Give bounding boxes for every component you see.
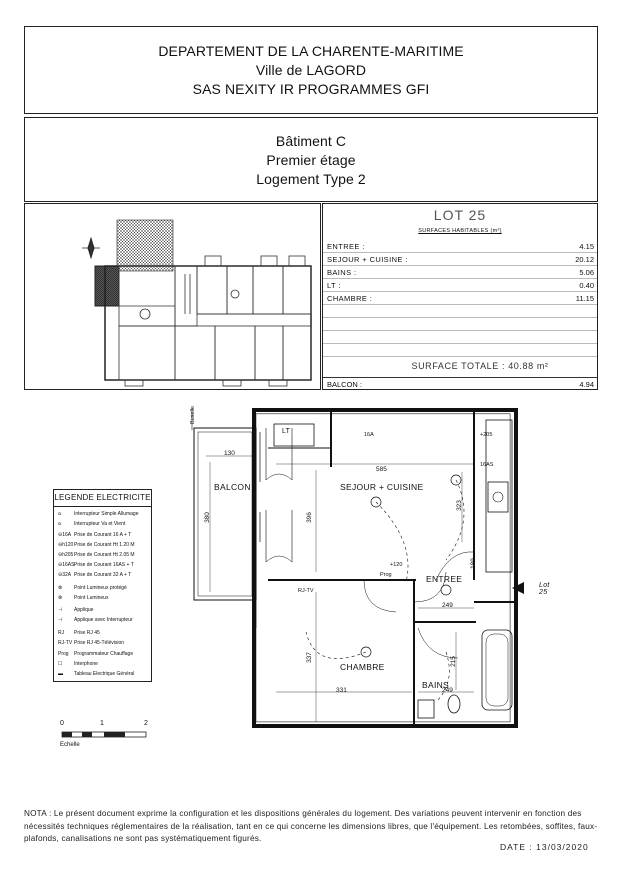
- outlet-16as: 16AS: [480, 462, 494, 468]
- bouette-label: Buselle: [190, 405, 197, 425]
- compass-icon: [82, 238, 100, 258]
- legend-text: Point Lumineux: [74, 595, 109, 601]
- legend-symbol: ⊗: [58, 585, 63, 591]
- legend-symbol: ⊣: [58, 607, 63, 613]
- building-box: [24, 117, 598, 202]
- legend-title: LEGENDE ELECTRICITE: [54, 490, 151, 507]
- building-floor: Premier étage: [266, 152, 356, 168]
- dim-380: 380: [203, 512, 211, 523]
- surface-room: BAINS :: [327, 268, 357, 277]
- dim-189: 189: [469, 558, 477, 569]
- scale-two: 2: [144, 720, 148, 727]
- legend-text: Prise RJ 45: [74, 630, 100, 636]
- legend-symbol: RJ: [58, 630, 65, 636]
- legend-item: [58, 671, 134, 677]
- legend-item: [58, 607, 93, 613]
- legend-item: [58, 617, 133, 623]
- legend-symbol: ⊗: [58, 595, 63, 601]
- legend-item: [58, 640, 124, 646]
- scale-bar: [58, 720, 158, 752]
- balcony-label: BALCON :: [327, 380, 363, 389]
- scale-label: Echelle: [60, 742, 80, 748]
- electric-legend: [53, 489, 152, 682]
- room-sejour: SEJOUR + CUISINE: [340, 482, 424, 492]
- legend-symbol: ⊖32A: [58, 572, 72, 578]
- legend-text: Programmateur Chauffage: [74, 651, 134, 657]
- legend-item: [58, 630, 100, 636]
- balcony-value: 4.94: [579, 380, 594, 389]
- dim-249-entree: 249: [442, 602, 453, 609]
- surface-total-label: SURFACE TOTALE :: [411, 361, 506, 371]
- legend-text: Applique: [74, 607, 94, 613]
- legend-item: [58, 542, 135, 548]
- lot-subtitle: SURFACES HABITABLES (m²): [418, 228, 502, 234]
- legend-text: Interphone: [74, 661, 98, 667]
- surface-value: 4.15: [579, 242, 594, 251]
- legend-symbol: ᴑ: [58, 511, 62, 517]
- balcony-row: [323, 377, 597, 391]
- surface-row: [323, 291, 597, 305]
- legend-text: Prise de Courant Ht 2.05 M: [74, 552, 135, 558]
- legend-item: [58, 521, 125, 527]
- header-developer: SAS NEXITY IR PROGRAMMES GFI: [192, 81, 430, 97]
- legend-symbol: Prog: [58, 651, 69, 657]
- outlet-205: +205: [480, 432, 493, 438]
- room-chambre: CHAMBRE: [340, 662, 385, 672]
- legend-item: [58, 511, 138, 517]
- legend-item: [58, 585, 127, 591]
- outlet-rjtv: RJ-TV: [298, 588, 314, 594]
- surface-value: 5.06: [579, 268, 594, 277]
- room-balcon: BALCON: [214, 482, 251, 492]
- outlet-prog: Prog: [380, 572, 392, 578]
- room-lt: LT: [282, 428, 291, 435]
- site-plan-drawing: [25, 204, 322, 391]
- room-bains: BAINS: [422, 680, 450, 690]
- legend-symbol: ⊖h120: [58, 542, 74, 548]
- empty-row: [323, 343, 597, 357]
- header-box: [24, 26, 598, 114]
- surface-room: SEJOUR + CUISINE :: [327, 255, 408, 264]
- legend-symbol: ⊣: [58, 617, 63, 623]
- empty-row: [323, 317, 597, 331]
- legend-text: Interrupteur Simple Allumage: [74, 511, 139, 517]
- legend-text: Point Lumineux protégé: [74, 585, 127, 591]
- surface-value: 11.15: [575, 294, 594, 303]
- surface-row: [323, 252, 597, 266]
- empty-row: [323, 330, 597, 344]
- legend-text: Interrupteur Va et Vient: [74, 521, 126, 527]
- dim-337: 337: [305, 652, 313, 663]
- lot-arrow-label: Lot 25: [539, 582, 550, 596]
- legend-item: [58, 651, 133, 657]
- lot-surface-table: [322, 203, 598, 390]
- legend-text: Prise de Courant 16 A + T: [74, 532, 132, 538]
- legend-item: [58, 552, 135, 558]
- dim-130: 130: [224, 450, 235, 457]
- legend-symbol: RJ-TV: [58, 640, 73, 646]
- surface-row: [323, 278, 597, 292]
- legend-text: Prise de Courant 16AS + T: [74, 562, 134, 568]
- dim-323: 323: [455, 500, 463, 511]
- surface-room: CHAMBRE :: [327, 294, 373, 303]
- building-type: Logement Type 2: [256, 171, 366, 187]
- dim-331: 331: [336, 687, 347, 694]
- disclaimer-note: NOTA : Le présent document exprime la configuration et les dispositions générales du logement. Des variations peuvent intervenir en fonction des nécessités techniques réglementaires de la réalisation, tant en ce qui concerne les dimensions libres, que l'équipement. Les retombées, soffites, faux-plafonds, canalisations ne sont pas systématiquement figurés.: [24, 809, 598, 843]
- legend-text: Prise RJ 45-Télévision: [74, 640, 125, 646]
- legend-item: [58, 595, 108, 601]
- surface-value: 20.12: [575, 255, 594, 264]
- legend-symbol: ⊖h205: [58, 552, 74, 558]
- dim-585: 585: [376, 466, 387, 473]
- legend-symbol: ⊖16A: [58, 532, 72, 538]
- legend-text: Prise de Courant 32 A + T: [74, 572, 132, 578]
- legend-item: [58, 572, 131, 578]
- building-name: Bâtiment C: [275, 133, 347, 149]
- site-plan: [24, 203, 321, 390]
- scale-one: 1: [100, 720, 104, 727]
- surface-row: [323, 239, 597, 253]
- empty-row: [323, 304, 597, 318]
- header-department: DEPARTEMENT DE LA CHARENTE-MARITIME: [158, 43, 464, 59]
- surface-value: 0.40: [579, 281, 594, 290]
- dim-249-bains: 249: [442, 687, 453, 694]
- legend-symbol: ▬: [58, 671, 63, 677]
- legend-text: Prise de Courant Ht 1.20 M: [74, 542, 135, 548]
- outlet-120: +120: [390, 562, 403, 568]
- surface-total: [323, 361, 597, 377]
- legend-item: [58, 562, 134, 568]
- outlet-16a: 16A: [364, 432, 374, 438]
- floor-plan: [186, 402, 550, 732]
- document-date: DATE : 13/03/2020: [500, 842, 589, 852]
- dim-215: 215: [449, 656, 457, 667]
- legend-item: [58, 661, 98, 667]
- surface-room: LT :: [327, 281, 341, 290]
- header-city: Ville de LAGORD: [255, 62, 367, 78]
- dim-396: 396: [305, 512, 313, 523]
- surface-total-value: 40.88 m²: [508, 361, 549, 371]
- legend-item: [58, 532, 131, 538]
- legend-symbol: ⊖16AS: [58, 562, 75, 568]
- legend-text: Applique avec Interrupteur: [74, 617, 133, 623]
- legend-text: Tableau Electrique Général: [74, 671, 135, 677]
- legend-symbol: ☐: [58, 661, 63, 667]
- legend-symbol: ᴑ: [58, 521, 62, 527]
- scale-zero: 0: [60, 720, 64, 727]
- lot-title: LOT 25: [433, 207, 487, 223]
- surface-room: ENTREE :: [327, 242, 365, 251]
- surface-row: [323, 265, 597, 279]
- room-entree: ENTREE: [426, 574, 463, 584]
- bouette-label: Buselle: [252, 603, 259, 623]
